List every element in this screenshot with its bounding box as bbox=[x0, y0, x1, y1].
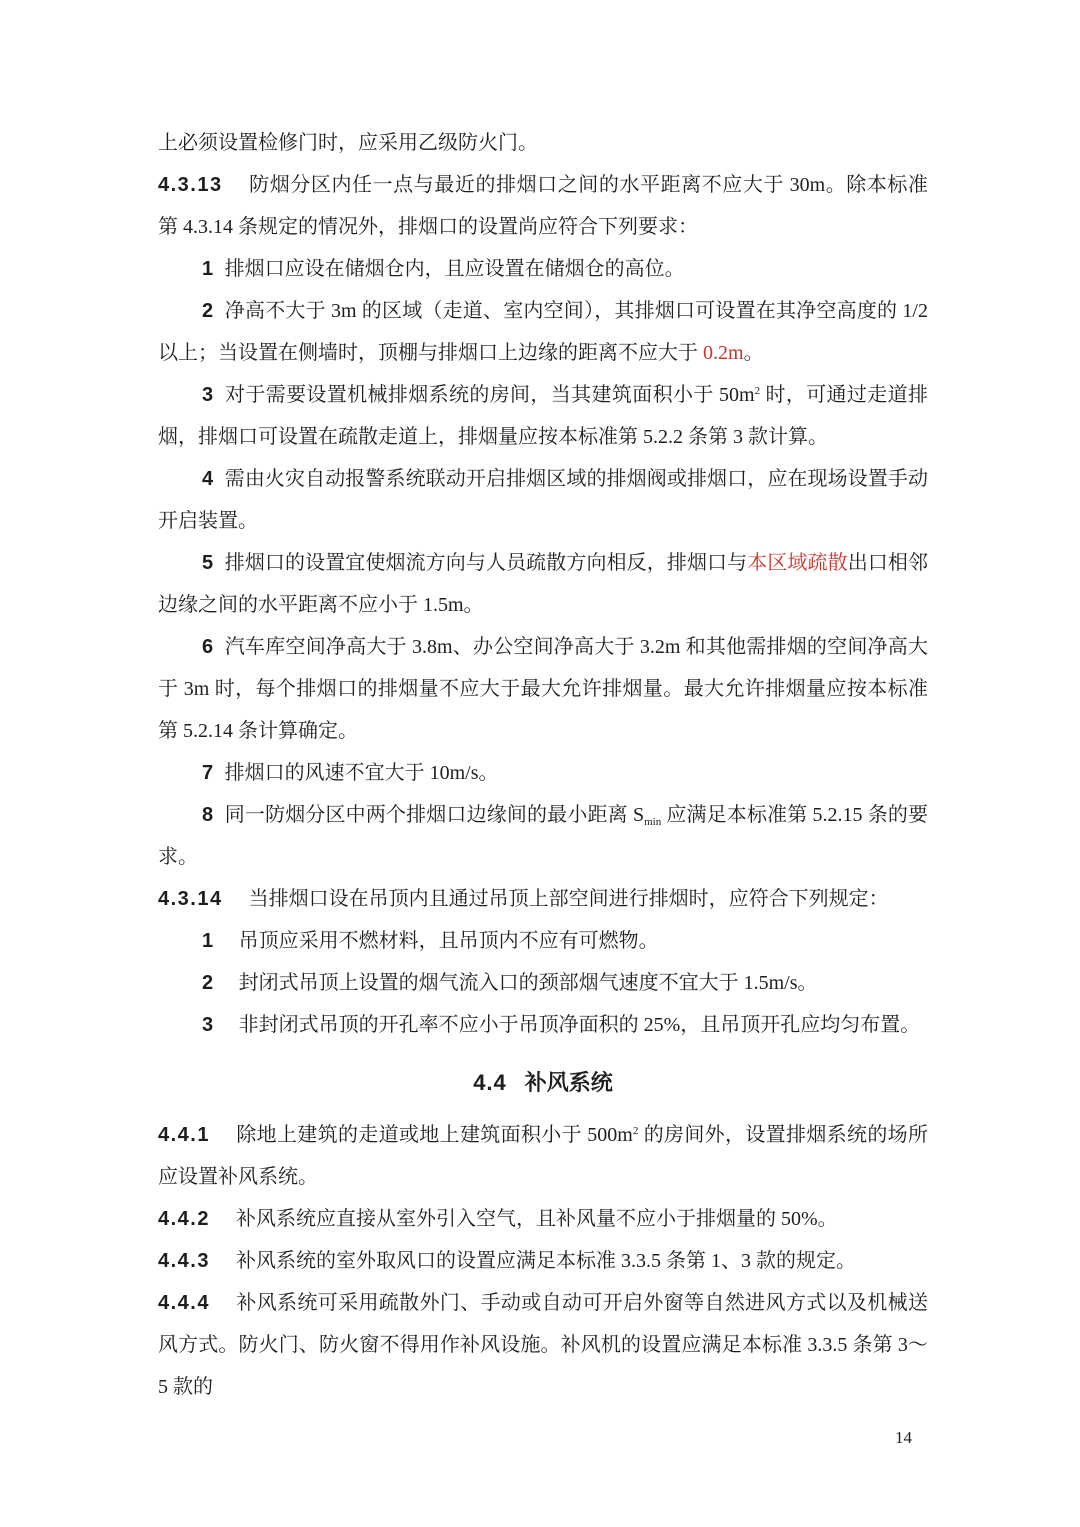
clause-number: 8 bbox=[202, 804, 215, 826]
text-run: 除地上建筑的走道或地上建筑面积小于 500m bbox=[235, 1124, 633, 1146]
clause-4-4-3 bbox=[158, 1240, 928, 1282]
section-heading-4-4 bbox=[158, 1062, 928, 1104]
subscript: min bbox=[644, 816, 662, 828]
clause-number: 3 bbox=[202, 384, 215, 406]
clause-4-3-14-item-3 bbox=[158, 1004, 928, 1046]
text-run: 需由火灾自动报警系统联动开启排烟区域的排烟阀或排烟口，应在现场设置手动开启装置。 bbox=[158, 468, 928, 532]
clause-4-3-13-item-4 bbox=[158, 458, 928, 542]
text-run: 非封闭式吊顶的开孔率不应小于吊顶净面积的 25%，且吊顶开孔应均匀布置。 bbox=[238, 1014, 921, 1036]
text-run: 补风系统应直接从室外引入空气，且补风量不应小于排烟量的 50%。 bbox=[235, 1208, 838, 1230]
text-run: 补风系统的室外取风口的设置应满足本标准 3.3.5 条第 1、3 款的规定。 bbox=[235, 1250, 856, 1272]
text-run: 汽车库空间净高大于 3.8m、办公空间净高大于 3.2m 和其他需排烟的空间净高大于 3m 时，每个排烟口的排烟量不应大于最大允许排烟量。最大允许排烟量应按本标准第 5.2.14 条计算确定。 bbox=[158, 636, 928, 742]
text-run: 同一防烟分区中两个排烟口边缘间的最小距离 S bbox=[224, 804, 645, 826]
clause-4-3-13-item-3 bbox=[158, 374, 928, 458]
clause-number: 6 bbox=[202, 636, 215, 658]
superscript: 2 bbox=[632, 1125, 639, 1137]
clause-number: 3 bbox=[202, 1014, 215, 1036]
clause-4-3-13-item-1 bbox=[158, 248, 928, 290]
clause-4-3-14-item-2 bbox=[158, 962, 928, 1004]
text-run: 应满足本标准第 5.2.15 条的要求。 bbox=[158, 804, 929, 868]
clause-number: 7 bbox=[202, 762, 215, 784]
clause-4-4-4 bbox=[158, 1282, 928, 1408]
clause-number: 2 bbox=[202, 972, 215, 994]
superscript: 2 bbox=[754, 385, 761, 397]
text-run: 对于需要设置机械排烟系统的房间，当其建筑面积小于 50m bbox=[224, 384, 755, 406]
text-run: 排烟口的设置宜使烟流方向与人员疏散方向相反，排烟口与 bbox=[224, 552, 748, 574]
text-run: 。 bbox=[743, 342, 764, 364]
clause-4-3-13-item-6 bbox=[158, 626, 928, 752]
clause-number: 4.4.1 bbox=[158, 1124, 210, 1146]
clause-number: 4.4.2 bbox=[158, 1208, 210, 1230]
clause-number: 5 bbox=[202, 552, 215, 574]
section-number: 4.4 bbox=[473, 1070, 507, 1095]
clause-number: 4 bbox=[202, 468, 215, 490]
highlighted-red-text: 本区域疏散 bbox=[747, 552, 848, 574]
text-run: 当排烟口设在吊顶内且通过吊顶上部空间进行排烟时，应符合下列规定： bbox=[248, 888, 889, 910]
document-body bbox=[158, 122, 928, 1452]
clause-4-4-2 bbox=[158, 1198, 928, 1240]
clause-number: 4.4.4 bbox=[158, 1292, 210, 1314]
clause-number: 1 bbox=[202, 258, 215, 280]
clause-number: 4.4.3 bbox=[158, 1250, 210, 1272]
text-run: 上必须设置检修门时，应采用乙级防火门。 bbox=[158, 132, 538, 154]
clause-4-3-13-item-2 bbox=[158, 290, 928, 374]
text-run: 排烟口应设在储烟仓内，且应设置在储烟仓的高位。 bbox=[224, 258, 685, 280]
highlighted-red-text: 0.2m bbox=[703, 342, 744, 364]
clause-4-3-13-item-5 bbox=[158, 542, 928, 626]
clause-4-3-14 bbox=[158, 878, 928, 920]
clause-number: 4.3.14 bbox=[158, 888, 223, 910]
text-run: 吊顶应采用不燃材料，且吊顶内不应有可燃物。 bbox=[238, 930, 659, 952]
clause-4-3-13-item-8 bbox=[158, 794, 928, 878]
text-run: 防烟分区内任一点与最近的排烟口之间的水平距离不应大于 30m。除本标准第 4.3.14 条规定的情况外，排烟口的设置尚应符合下列要求： bbox=[158, 174, 928, 238]
clause-number: 2 bbox=[202, 300, 215, 322]
page-number: 14 bbox=[895, 1428, 912, 1447]
text-run: 时，可通过走道排烟，排烟口可设置在疏散走道上，排烟量应按本标准第 5.2.2 条第 3 款计算。 bbox=[158, 384, 929, 448]
clause-number: 1 bbox=[202, 930, 215, 952]
clause-number: 4.3.13 bbox=[158, 174, 223, 196]
clause-4-3-13-item-7 bbox=[158, 752, 928, 794]
text-run: 封闭式吊顶上设置的烟气流入口的颈部烟气速度不宜大于 1.5m/s。 bbox=[238, 972, 818, 994]
text-run: 补风系统 bbox=[524, 1070, 613, 1095]
clause-4-3-13 bbox=[158, 164, 928, 248]
continuation-from-previous-page bbox=[158, 122, 928, 164]
text-run: 出口相邻边缘之间的水平距离不应小于 1.5m。 bbox=[158, 552, 929, 616]
text-run: 净高不大于 3m 的区域（走道、室内空间），其排烟口可设置在其净空高度的 1/2 以上；当设置在侧墙时，顶棚与排烟口上边缘的距离不应大于 bbox=[158, 300, 928, 364]
clause-4-3-14-item-1 bbox=[158, 920, 928, 962]
text-run: 补风系统可采用疏散外门、手动或自动可开启外窗等自然进风方式以及机械送风方式。防火门、防火窗不得用作补风设施。补风机的设置应满足本标准 3.3.5 条第 3～5 款的 bbox=[158, 1292, 928, 1398]
clause-4-4-1 bbox=[158, 1114, 928, 1198]
text-run: 的房间外，设置排烟系统的场所应设置补风系统。 bbox=[158, 1124, 929, 1188]
text-run: 排烟口的风速不宜大于 10m/s。 bbox=[224, 762, 499, 784]
